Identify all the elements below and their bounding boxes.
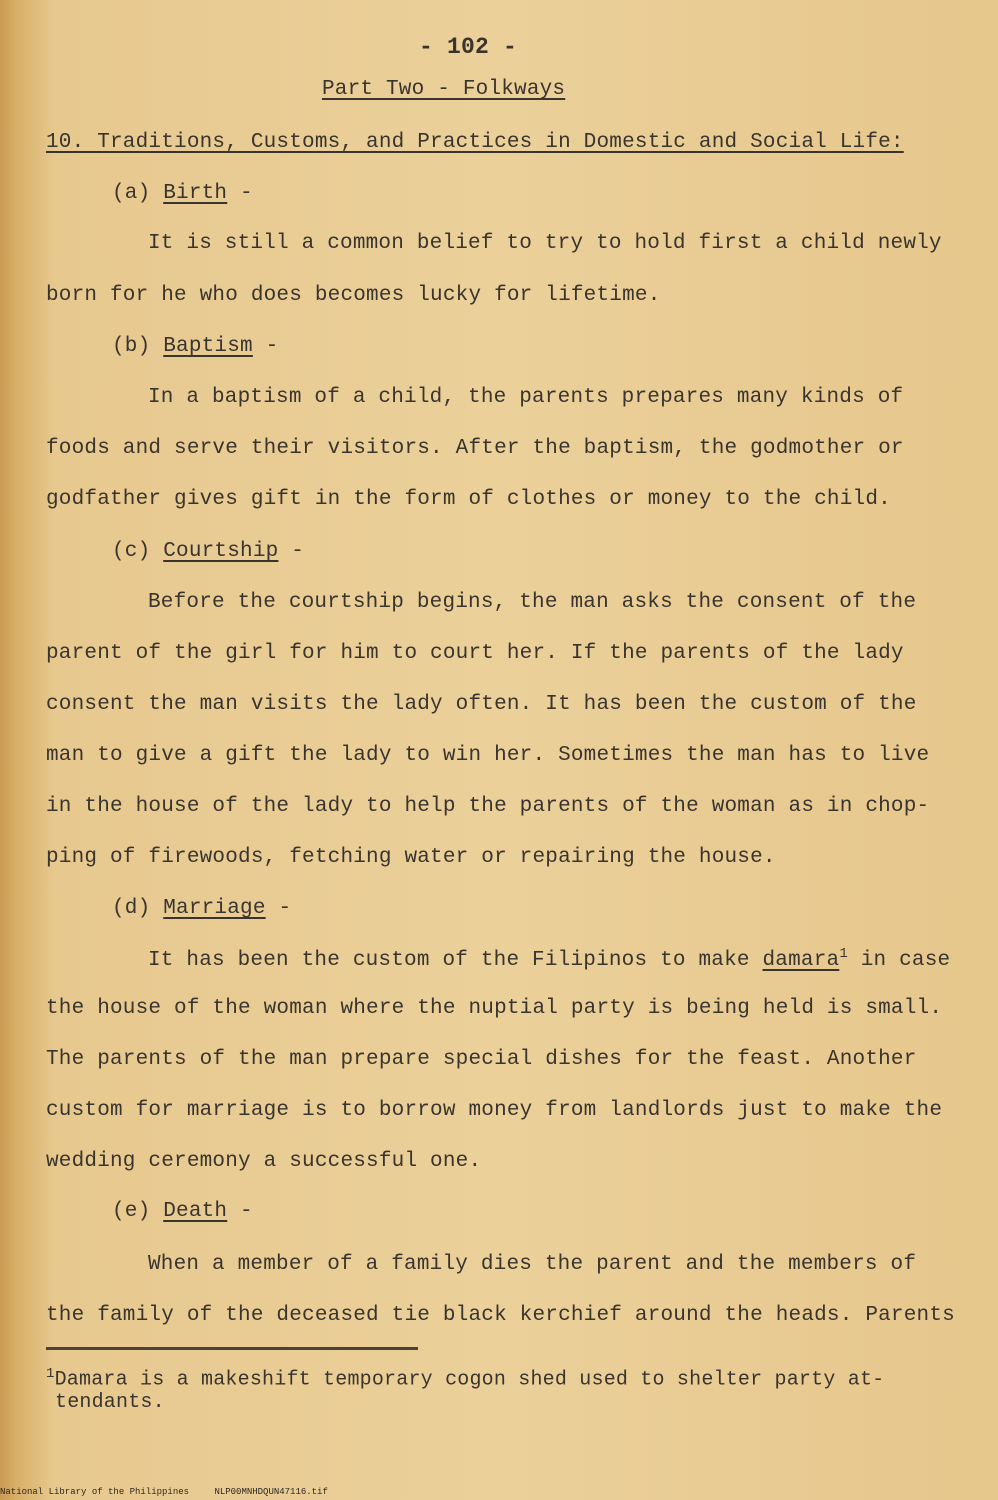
heading-marriage-label: (d)	[112, 897, 151, 920]
marriage-line-1	[148, 946, 950, 972]
heading-courtship-text: Courtship	[163, 540, 279, 563]
heading-birth: (a) Birth -	[112, 182, 253, 205]
heading-birth-label: (a)	[112, 182, 151, 205]
marriage-line-4: custom for marriage is to borrow money from landlords just to make the	[46, 1099, 943, 1122]
section-title: 10. Traditions, Customs, and Practices in Domestic and Social Life:	[46, 131, 904, 154]
courtship-line-1: Before the courtship begins, the man asks the consent of the	[148, 591, 917, 614]
birth-line-1: It is still a common belief to try to hold first a child newly	[148, 232, 942, 255]
courtship-line-6: ping of firewoods, fetching water or repairing the house.	[46, 846, 776, 869]
courtship-line-2: parent of the girl for him to court her. If the parents of the lady	[46, 642, 904, 665]
scan-footer-library: National Library of the Philippines	[0, 1487, 190, 1497]
courtship-line-5: in the house of the lady to help the parents of the woman as in chop-	[46, 795, 930, 818]
part-title: Part Two - Folkways	[322, 78, 566, 101]
footnote-line-2: tendants.	[55, 1391, 165, 1414]
death-line-2: the family of the deceased tie black kerchief around the heads. Parents	[46, 1304, 955, 1327]
heading-marriage: (d) Marriage -	[112, 897, 292, 920]
marriage-line-1-b: in case	[847, 949, 951, 972]
heading-death-label: (e)	[112, 1200, 151, 1223]
footnote-ref: 1	[839, 946, 848, 962]
heading-baptism-text: Baptism	[163, 335, 253, 358]
damara-term: damara	[762, 949, 840, 972]
baptism-line-1: In a baptism of a child, the parents prepares many kinds of	[148, 386, 904, 409]
footnote-line-1	[46, 1366, 884, 1392]
marriage-line-3: The parents of the man prepare special dishes for the feast. Another	[46, 1048, 917, 1071]
footnote-divider	[46, 1347, 418, 1350]
heading-death: (e) Death -	[112, 1200, 253, 1223]
death-line-1: When a member of a family dies the parent and the members of	[148, 1253, 917, 1276]
heading-birth-text: Birth	[163, 182, 228, 205]
heading-baptism: (b) Baptism -	[112, 335, 279, 358]
baptism-line-3: godfather gives gift in the form of clothes or money to the child.	[46, 488, 891, 511]
scan-footer	[0, 1487, 348, 1497]
heading-courtship-label: (c)	[112, 540, 151, 563]
courtship-line-4: man to give a gift the lady to win her. Sometimes the man has to live	[46, 744, 930, 767]
footnote-text-1: Damara is a makeshift temporary cogon shed used to shelter party at-	[54, 1368, 885, 1392]
marriage-line-2: the house of the woman where the nuptial party is being held is small.	[46, 997, 943, 1020]
scan-footer-file-id: NLP00MNHDQUN47116.tif	[214, 1487, 328, 1497]
heading-courtship: (c) Courtship -	[112, 540, 305, 563]
marriage-line-1-a: It has been the custom of the Filipinos to make	[148, 949, 763, 972]
birth-line-2: born for he who does becomes lucky for lifetime.	[46, 284, 661, 307]
courtship-line-3: consent the man visits the lady often. It has been the custom of the	[46, 693, 917, 716]
heading-death-text: Death	[163, 1200, 228, 1223]
heading-marriage-text: Marriage	[163, 897, 266, 920]
baptism-line-2: foods and serve their visitors. After the baptism, the godmother or	[46, 437, 904, 460]
page-number: - 102 -	[419, 34, 518, 60]
footnote-marker: 1	[46, 1366, 55, 1382]
heading-baptism-label: (b)	[112, 335, 151, 358]
marriage-line-5: wedding ceremony a successful one.	[46, 1150, 482, 1173]
